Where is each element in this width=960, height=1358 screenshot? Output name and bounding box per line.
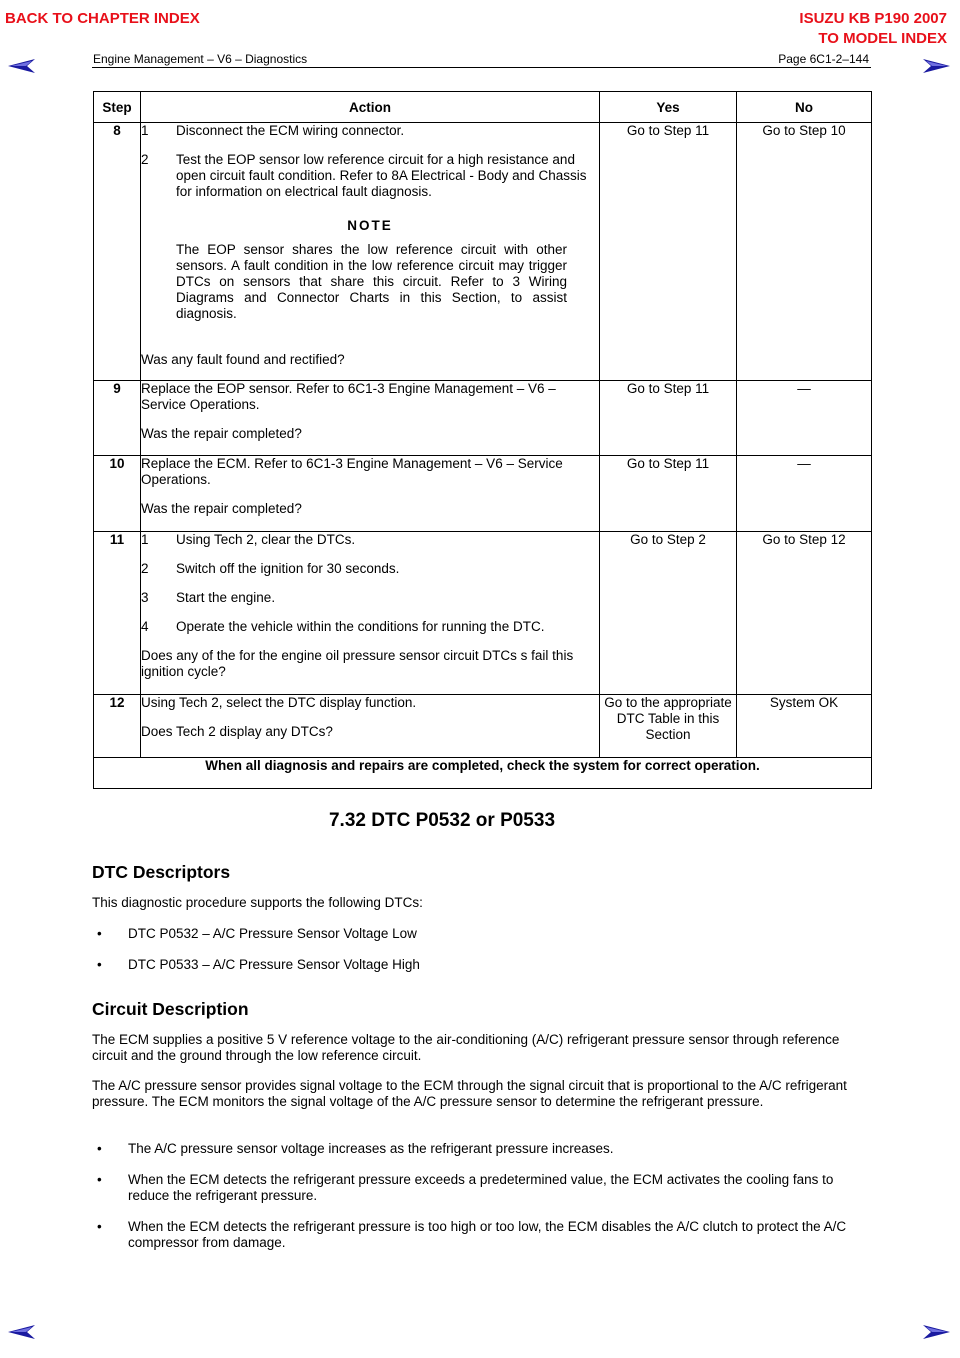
step-number: 12 xyxy=(94,695,141,758)
note-text: The EOP sensor shares the low reference circuit with other sensors. A fault condition in the low reference circuit may trigger DTCs on sensors that share this circuit. Refer to 3 Wiring Diagrams and Connector Charts in this Section, to assist diagnosis. xyxy=(176,242,567,321)
step-question: Does any of the for the engine oil pressure sensor circuit DTCs s fail this ignition cycle? xyxy=(141,648,574,679)
action-cell xyxy=(141,532,600,695)
column-header-action: Action xyxy=(141,92,600,123)
action-cell xyxy=(141,695,600,758)
step-question: Was the repair completed? xyxy=(141,426,302,441)
no-cell: Go to Step 10 xyxy=(737,123,872,381)
column-header-yes: Yes xyxy=(600,92,737,123)
yes-cell: Go to Step 11 xyxy=(600,456,737,532)
list-item: 1 Using Tech 2, clear the DTCs. xyxy=(141,532,356,547)
list-item: • DTC P0532 – A/C Pressure Sensor Voltage Low xyxy=(97,926,417,941)
yes-cell: Go to Step 2 xyxy=(600,532,737,695)
table-row-step-11 xyxy=(94,532,872,695)
back-to-chapter-index-link[interactable]: BACK TO CHAPTER INDEX xyxy=(5,10,200,27)
dtc-descriptors-heading: DTC Descriptors xyxy=(92,862,231,882)
left-arrow-icon[interactable] xyxy=(8,1324,36,1340)
step-number: 9 xyxy=(94,381,141,456)
final-instruction: When all diagnosis and repairs are completed, check the system for correct operation. xyxy=(94,758,872,789)
list-item: 1 Disconnect the ECM wiring connector. xyxy=(141,123,405,138)
step-number: 11 xyxy=(94,532,141,695)
no-cell: System OK xyxy=(737,695,872,758)
yes-cell: Go to Step 11 xyxy=(600,123,737,381)
table-final-row xyxy=(94,758,872,789)
circuit-paragraph: The A/C pressure sensor provides signal voltage to the ECM through the signal circuit that is proportional to the A/C refrigerant pressure. The ECM monitors the signal voltage of the A/C pressure sensor to determine the refrigerant pressure. xyxy=(92,1078,847,1109)
right-arrow-icon[interactable] xyxy=(922,1324,950,1340)
list-item: 3 Start the engine. xyxy=(141,590,276,605)
table-row-step-12 xyxy=(94,695,872,758)
step-number: 8 xyxy=(94,123,141,381)
note-heading: NOTE xyxy=(347,218,393,233)
no-cell: Go to Step 12 xyxy=(737,532,872,695)
table-row-step-10 xyxy=(94,456,872,532)
section-heading: 7.32 DTC P0532 or P0533 xyxy=(328,810,556,831)
list-item: • The A/C pressure sensor voltage increases as the refrigerant pressure increases. xyxy=(97,1141,614,1156)
to-model-index-link[interactable]: TO MODEL INDEX xyxy=(818,30,947,47)
list-item: 2 Test the EOP sensor low reference circuit for a high resistance and open circuit fault condition. Refer to 8A Electrical - Body and Chassis for information on electrical fault diagnosis. xyxy=(141,152,587,199)
action-cell xyxy=(141,381,600,456)
yes-cell: Go to the appropriate DTC Table in this Section xyxy=(600,695,737,758)
column-header-step: Step xyxy=(94,92,141,123)
page-number: Page 6C1-2–144 xyxy=(778,52,869,66)
circuit-paragraph: The ECM supplies a positive 5 V reference voltage to the air-conditioning (A/C) refrigerant pressure sensor through reference circuit and the ground through the low reference circuit. xyxy=(92,1032,840,1063)
list-item: • When the ECM detects the refrigerant pressure exceeds a predetermined value, the ECM activates the cooling fans to reduce the refrigerant pressure. xyxy=(97,1172,834,1203)
list-item: 4 Operate the vehicle within the conditions for running the DTC. xyxy=(141,619,545,634)
descriptors-intro: This diagnostic procedure supports the following DTCs: xyxy=(92,895,423,910)
right-arrow-icon[interactable] xyxy=(922,58,950,74)
no-cell: — xyxy=(737,381,872,456)
page-header-title: Engine Management – V6 – Diagnostics xyxy=(93,52,308,66)
table-row-step-8 xyxy=(94,123,872,381)
model-title-link[interactable]: ISUZU KB P190 2007 xyxy=(799,10,947,27)
diagnostic-table xyxy=(93,91,872,789)
column-header-no: No xyxy=(737,92,872,123)
action-text: Replace the EOP sensor. Refer to 6C1-3 Engine Management – V6 – Service Operations. xyxy=(141,381,556,412)
header-divider xyxy=(92,67,871,68)
step-question: Was the repair completed? xyxy=(141,501,302,516)
table-row-step-9 xyxy=(94,381,872,456)
step-number: 10 xyxy=(94,456,141,532)
no-cell: — xyxy=(737,456,872,532)
list-item: • When the ECM detects the refrigerant pressure is too high or too low, the ECM disables the A/C clutch to protect the A/C compressor from damage. xyxy=(97,1219,847,1250)
yes-cell: Go to Step 11 xyxy=(600,381,737,456)
list-item: • DTC P0533 – A/C Pressure Sensor Voltage High xyxy=(97,957,420,972)
step-question: Does Tech 2 display any DTCs? xyxy=(141,724,333,739)
step-question: Was any fault found and rectified? xyxy=(141,352,345,367)
action-cell xyxy=(141,123,600,381)
circuit-description-heading: Circuit Description xyxy=(92,999,249,1019)
action-cell xyxy=(141,456,600,532)
action-text: Using Tech 2, select the DTC display function. xyxy=(141,695,417,710)
action-text: Replace the ECM. Refer to 6C1-3 Engine Management – V6 – Service Operations. xyxy=(141,456,563,487)
left-arrow-icon[interactable] xyxy=(8,58,36,74)
list-item: 2 Switch off the ignition for 30 seconds. xyxy=(141,561,400,576)
table-header-row xyxy=(94,92,872,123)
